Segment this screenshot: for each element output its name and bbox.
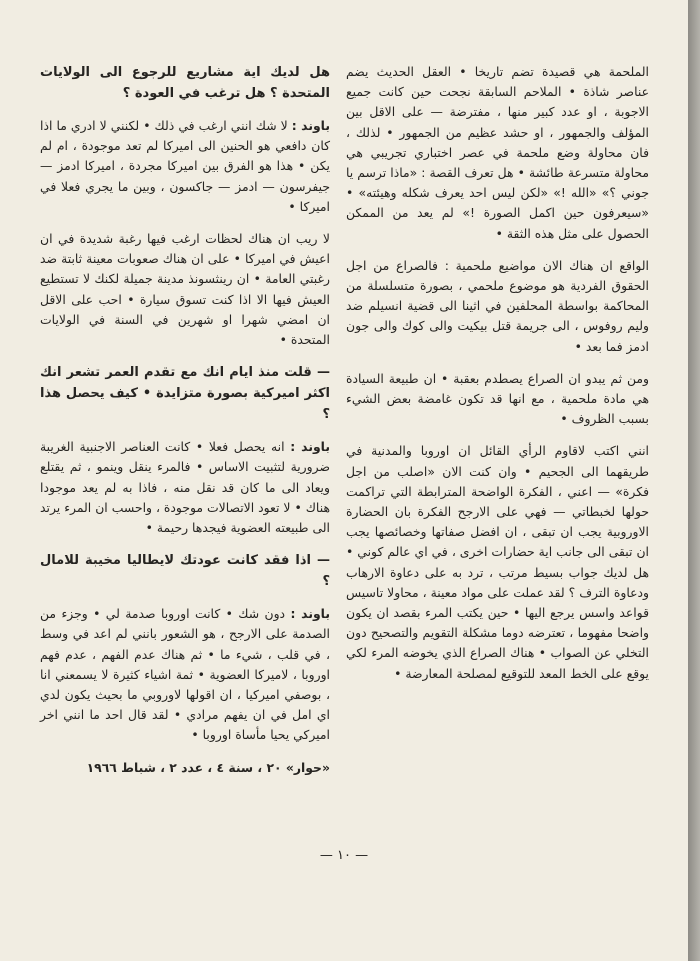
speaker-label: باوند : — [290, 606, 330, 622]
right-column — [346, 62, 649, 696]
page-number: — ١٠ — — [319, 848, 369, 863]
answer-text: لا شك انني ارغب في ذلك • لكنني لا ادري ما اذا كان دافعي هو الحنين الى اميركا لم تعد موجودة ، ام لم يكن • هذا هو الفرق بين اميركا مجردة ، اميركا ادمز — جيفرسون — ادمز — جاكسون ، وبين ما يجري فعلا في اميركا • — [40, 118, 330, 214]
interview-question: — قلت منذ ايام انك مع تقدم العمر تشعر انك اكثر اميركية بصورة متزايدة • كيف يحصل هذا ؟ — [40, 365, 330, 423]
paragraph: الواقع ان هناك الان مواضيع ملحمية : فالصراع من اجل الحقوق الفردية هو موضوع ملحمي ، بصورة متسلسلة من المحاكمة بواسطة المحلفين في اثينا الى قضية انسيلم ضد وليم روفوس ، الى جريمة قتل بيكيت والى كوك والى جون ادمز فما بعد • — [346, 257, 649, 354]
interview-answer — [40, 604, 330, 745]
paragraph: ومن ثم يبدو ان الصراع يصطدم بعقبة • ان طبيعة السيادة هي مادة ملحمية ، مع انها قد تكون غامضة بعض الشيء بسبب الظروف • — [346, 370, 649, 427]
speaker-label: باوند : — [291, 118, 330, 133]
interview-question: هل لديك اية مشاريع للرجوع الى الولايات المتحدة ؟ هل ترغب في العودة ؟ — [40, 65, 330, 101]
interview-answer — [40, 116, 330, 217]
paragraph: لا ريب ان هناك لحظات ارغب فيها رغبة شديدة في ان اعيش في اميركا • على ان هناك صعوبات معينة ثابتة ضد رغبتي العامة • ان رينثسونذ مدينة جميلة لكنك لا تستطيع العيش فيها الا اذا كنت تسوق سيارة • احب على الاقل ان امضي شهرا او شهرين في السنة في الولايات المتحدة • — [40, 231, 330, 348]
left-column — [40, 62, 330, 790]
interview-answer — [40, 437, 330, 538]
speaker-label: باوند : — [290, 439, 330, 455]
answer-text: دون شك • كانت اوروبا صدمة لي • وجزء من الصدمة على الارجح ، هو الشعور بانني لم اعد في وسط ، في قلب ، شيء ما • ثم هناك عدم الفهم ، عدم فهم اوروبا ، لاميركا العضوية • ثمة اشياء كثيرة لا يسمعني انا ، بوصفي اميركيا ، ان اقولها لاوروبي ما بحيث يكون لدي اي امل في ان يفهم مرادي • لقد قال احد ما انني اخر اميركي يحيا مأساة اوروبا • — [40, 606, 330, 743]
book-binding-edge — [688, 0, 700, 961]
interview-question: — اذا فقد كانت عودتك لايطاليا مخيبة للامال ؟ — [40, 553, 330, 590]
paragraph: انني اكتب لاقاوم الرأي القائل ان اوروبا والمدنية في طريقهما الى الجحيم • وان كنت الان «اصلب من اجل فكرة» — اعني ، الفكرة الواضحة المترابطة التي تراكمت حولها لخبطاتي — فهي على الارجح الفكرة بان الحضارة الاوروبية يجب ان تبقى ، ان افضل صفاتها وخصائصها يجب ان تبقى الى جانب اية حضارات اخرى ، في اي عالم كوني • هل لديك جواب بسيط مرتب ، ترد به على دعاوة الارهاب ودعاوة الترف ؟ لقد عملت على مواد معينة ، محاولا تاسيس قواعد واسس يرجع اليها • حين يكتب المرء بقصد ان يكون واضحا مفهوما ، تعترضه دوما مشكلة التقويم والتصحيح دون التخلي عن الصواب • هناك الصراع الذي يخوضه المرء لكي يوقع على الخط المعد للتوقيع لمصلحة المعارضة • — [346, 443, 649, 681]
source-citation: «حوار» ٢٠ ، سنة ٤ ، عدد ٢ ، شباط ١٩٦٦ — [86, 759, 330, 775]
answer-text: انه يحصل فعلا • كانت العناصر الاجنبية الغريبة ضرورية لتثبيت الاساس • فالمرء ينقل وينمو ، ثم يقتلع ويعاد الى ما كان قد نقل منه ، فاذا به لم يعد موجودا هناك • لا تعود الاتصالات موجودة ، واحسب ان المرء يرتد الى طبيعته العضوية فيجدها رحيمة • — [40, 439, 330, 536]
paragraph: الملحمة هي قصيدة تضم تاريخا • العقل الحديث يضم عناصر شاذة • الملاحم السابقة نجحت حين كانت جميع الاجوبة ، او عدد كبير منها ، مفترضة — على الاقل بين المؤلف والجمهور ، او حشد عظيم من الجمهور • لذلك ، فان محاولة وضع ملحمة في عصر اختباري تجريبي هي محاولة متسرعة طائشة • هل تعرف القصة : «ماذا ترسم يا جوني ؟» «الله !» «لكن ليس احد يعرف شكله وهيئته» • «سيعرفون حين اكمل الصورة !» لم يعد من الممكن الحصول على مثل هذه الثقة • — [346, 64, 649, 241]
